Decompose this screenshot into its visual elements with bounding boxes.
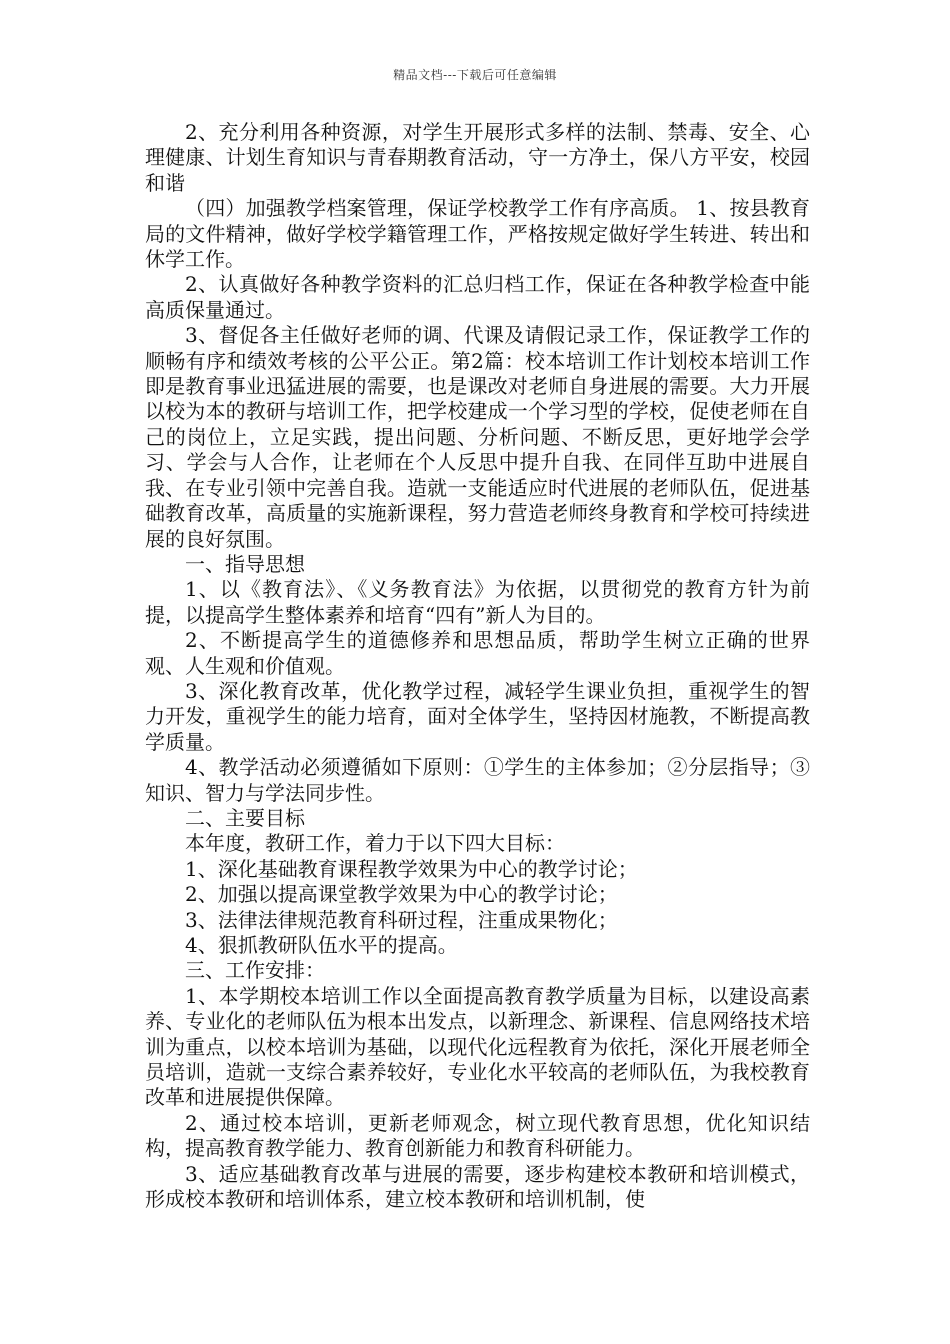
list-item: 2、加强以提高课堂教学效果为中心的教学讨论； [185, 882, 618, 907]
section-heading: 一、指导思想 [185, 551, 305, 576]
paragraph: 2、不断提高学生的道德修养和思想品质，帮助学生树立正确的世界观、人生观和价值观。 [145, 628, 810, 678]
list-item: 3、法律法律规范教育科研过程，注重成果物化； [185, 907, 618, 932]
paragraph: （四）加强教学档案管理，保证学校教学工作有序高质。 1、按县教育局的文件精神，做好学校学籍管理工作，严格按规定做好学生转进、转出和休学工作。 [145, 196, 810, 272]
list-item: 4、狠抓教研队伍水平的提高。 [185, 933, 458, 957]
paragraph: 3、适应基础教育改革与进展的需要，逐步构建校本教研和培训模式，形成校本教研和培训体系，建立校本教研和培训机制，使 [145, 1161, 810, 1212]
paragraph: 本年度，教研工作，着力于以下四大目标： [185, 831, 565, 856]
document-body [145, 120, 810, 1212]
paragraph: 2、通过校本培训，更新老师观念，树立现代教育思想，优化知识结构，提高教育教学能力、教育创新能力和教育科研能力。 [145, 1110, 810, 1161]
page-header: 精品文档---下载后可任意编辑 [393, 68, 557, 82]
paragraph: 3、督促各主任做好老师的调、代课及请假记录工作，保证教学工作的顺畅有序和绩效考核的公平公正。第2篇：校本培训工作计划校本培训工作即是教育事业迅猛进展的需要，也是课改对老师自身进展的需要。大力开展以校为本的教研与培训工作，把学校建成一个学习型的学校，促使老师在自己的岗位上，立足实践，提出问题、分析问题、不断反思，更好地学会学习、学会与人合作，让老师在个人反思中提升自我、在同伴互助中进展自我、在专业引领中完善自我。造就一支能适应时代进展的老师队伍，促进基础教育改革，高质量的实施新课程，努力营造老师终身教育和学校可持续进展的良好氛围。 [145, 323, 810, 551]
paragraph: 3、深化教育改革，优化教学过程，减轻学生课业负担，重视学生的智力开发，重视学生的能力培育，面对全体学生，坚持因材施教，不断提高教学质量。 [145, 678, 810, 754]
paragraph: 2、认真做好各种教学资料的汇总归档工作，保证在各种教学检查中能高质保量通过。 [145, 272, 810, 322]
section-heading: 二、主要目标 [185, 805, 305, 830]
section-heading: 三、工作安排： [185, 958, 325, 983]
list-item: 1、深化基础教育课程教学效果为中心的教学讨论； [185, 856, 638, 881]
paragraph: 1、以《教育法》、《义务教育法》为依据，以贯彻党的教育方针为前提，以提高学生整体素养和培育“四有”新人为目的。 [145, 577, 810, 627]
paragraph: 4、教学活动必须遵循如下原则：①学生的主体参加；②分层指导；③知识、智力与学法同步性。 [145, 755, 810, 805]
paragraph: 2、充分利用各种资源，对学生开展形式多样的法制、禁毒、安全、心理健康、计划生育知识与青春期教育活动，守一方净土，保八方平安，校园和谐 [145, 120, 810, 195]
paragraph: 1、本学期校本培训工作以全面提高教育教学质量为目标，以建设高素养、专业化的老师队伍为根本出发点，以新理念、新课程、信息网络技术培训为重点，以校本培训为基础，以现代化远程教育为依托，深化开展老师全员培训，造就一支综合素养较好，专业化水平较高的老师队伍，为我校教育改革和进展提供保障。 [145, 983, 810, 1110]
